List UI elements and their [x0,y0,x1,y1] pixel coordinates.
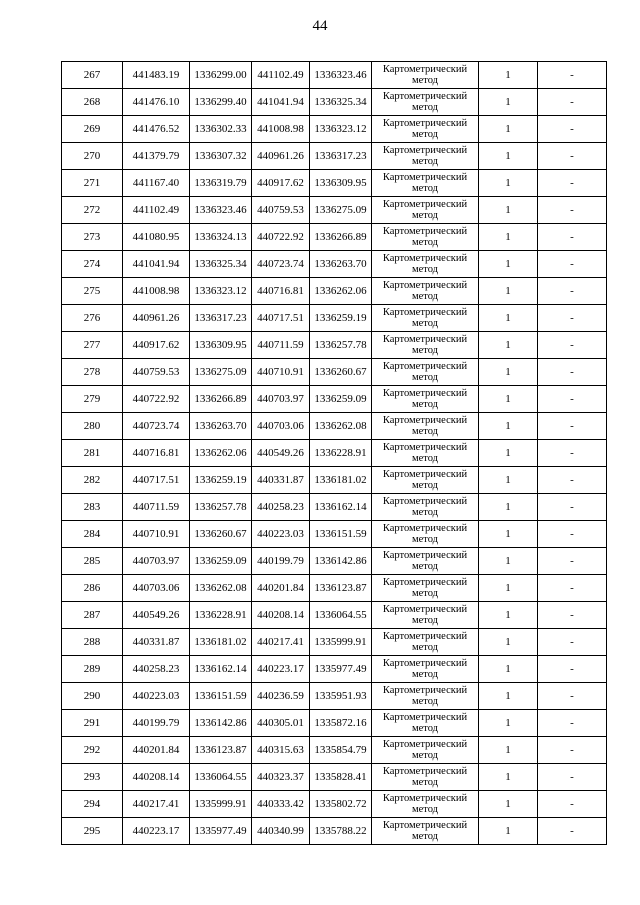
x-end-cell: 440722.92 [252,224,310,251]
y-start-cell: 1336275.09 [190,359,252,386]
x-start-cell: 440710.91 [123,521,190,548]
x-start-cell: 440703.97 [123,548,190,575]
y-start-cell: 1336325.34 [190,251,252,278]
y-end-cell: 1336262.08 [310,413,372,440]
point-number-cell: 267 [62,62,123,89]
x-start-cell: 441379.79 [123,143,190,170]
point-number-cell: 289 [62,656,123,683]
x-end-cell: 440759.53 [252,197,310,224]
method-cell: Картометрический метод [372,305,479,332]
y-end-cell: 1336257.78 [310,332,372,359]
x-end-cell: 440208.14 [252,602,310,629]
y-start-cell: 1336299.00 [190,62,252,89]
point-number-cell: 291 [62,710,123,737]
y-start-cell: 1336123.87 [190,737,252,764]
x-start-cell: 441483.19 [123,62,190,89]
accuracy-cell: 1 [479,575,538,602]
x-start-cell: 441008.98 [123,278,190,305]
point-number-cell: 280 [62,413,123,440]
x-end-cell: 440703.97 [252,386,310,413]
note-cell: - [538,548,607,575]
x-end-cell: 440323.37 [252,764,310,791]
note-cell: - [538,224,607,251]
y-end-cell: 1335977.49 [310,656,372,683]
table-row [62,764,607,791]
method-cell: Картометрический метод [372,764,479,791]
table-row [62,278,607,305]
y-end-cell: 1336317.23 [310,143,372,170]
y-start-cell: 1336151.59 [190,683,252,710]
point-number-cell: 276 [62,305,123,332]
x-end-cell: 440710.91 [252,359,310,386]
accuracy-cell: 1 [479,467,538,494]
y-end-cell: 1336259.09 [310,386,372,413]
x-end-cell: 440711.59 [252,332,310,359]
y-end-cell: 1336142.86 [310,548,372,575]
y-start-cell: 1336299.40 [190,89,252,116]
x-end-cell: 440549.26 [252,440,310,467]
note-cell: - [538,737,607,764]
x-start-cell: 441080.95 [123,224,190,251]
method-cell: Картометрический метод [372,89,479,116]
note-cell: - [538,386,607,413]
note-cell: - [538,467,607,494]
point-number-cell: 295 [62,818,123,845]
x-end-cell: 440258.23 [252,494,310,521]
x-start-cell: 440717.51 [123,467,190,494]
table-row [62,602,607,629]
point-number-cell: 288 [62,629,123,656]
method-cell: Картометрический метод [372,116,479,143]
method-cell: Картометрический метод [372,818,479,845]
x-start-cell: 440723.74 [123,413,190,440]
x-end-cell: 440315.63 [252,737,310,764]
x-end-cell: 440201.84 [252,575,310,602]
note-cell: - [538,710,607,737]
method-cell: Картометрический метод [372,413,479,440]
accuracy-cell: 1 [479,332,538,359]
y-start-cell: 1336323.46 [190,197,252,224]
x-start-cell: 440703.06 [123,575,190,602]
method-cell: Картометрический метод [372,791,479,818]
accuracy-cell: 1 [479,683,538,710]
method-cell: Картометрический метод [372,683,479,710]
y-end-cell: 1336263.70 [310,251,372,278]
x-end-cell: 440723.74 [252,251,310,278]
accuracy-cell: 1 [479,62,538,89]
y-end-cell: 1335854.79 [310,737,372,764]
x-start-cell: 440223.03 [123,683,190,710]
x-start-cell: 440722.92 [123,386,190,413]
point-number-cell: 268 [62,89,123,116]
point-number-cell: 272 [62,197,123,224]
accuracy-cell: 1 [479,764,538,791]
table-row [62,224,607,251]
x-start-cell: 440331.87 [123,629,190,656]
y-start-cell: 1336263.70 [190,413,252,440]
y-start-cell: 1336162.14 [190,656,252,683]
table-row [62,440,607,467]
method-cell: Картометрический метод [372,359,479,386]
method-cell: Картометрический метод [372,656,479,683]
y-end-cell: 1336325.34 [310,89,372,116]
y-start-cell: 1336259.19 [190,467,252,494]
method-cell: Картометрический метод [372,494,479,521]
table-row [62,818,607,845]
y-end-cell: 1336309.95 [310,170,372,197]
table-row [62,494,607,521]
method-cell: Картометрический метод [372,710,479,737]
accuracy-cell: 1 [479,116,538,143]
x-end-cell: 440917.62 [252,170,310,197]
x-end-cell: 440703.06 [252,413,310,440]
y-end-cell: 1336275.09 [310,197,372,224]
x-start-cell: 440759.53 [123,359,190,386]
method-cell: Картометрический метод [372,170,479,197]
table-row [62,62,607,89]
accuracy-cell: 1 [479,170,538,197]
point-number-cell: 290 [62,683,123,710]
point-number-cell: 277 [62,332,123,359]
note-cell: - [538,332,607,359]
table-row [62,548,607,575]
x-start-cell: 440217.41 [123,791,190,818]
method-cell: Картометрический метод [372,197,479,224]
y-start-cell: 1336309.95 [190,332,252,359]
point-number-cell: 273 [62,224,123,251]
accuracy-cell: 1 [479,548,538,575]
method-cell: Картометрический метод [372,332,479,359]
point-number-cell: 282 [62,467,123,494]
x-start-cell: 440199.79 [123,710,190,737]
y-end-cell: 1336123.87 [310,575,372,602]
page-number: 44 [312,18,328,34]
note-cell: - [538,143,607,170]
note-cell: - [538,494,607,521]
note-cell: - [538,521,607,548]
table-row [62,737,607,764]
x-end-cell: 440333.42 [252,791,310,818]
y-start-cell: 1336181.02 [190,629,252,656]
method-cell: Картометрический метод [372,62,479,89]
note-cell: - [538,170,607,197]
point-number-cell: 283 [62,494,123,521]
table-row [62,413,607,440]
note-cell: - [538,683,607,710]
note-cell: - [538,413,607,440]
method-cell: Картометрический метод [372,251,479,278]
table-row [62,521,607,548]
y-end-cell: 1336162.14 [310,494,372,521]
coordinates-table-body [62,62,607,845]
y-end-cell: 1335788.22 [310,818,372,845]
table-row [62,629,607,656]
accuracy-cell: 1 [479,305,538,332]
accuracy-cell: 1 [479,710,538,737]
y-start-cell: 1336302.33 [190,116,252,143]
method-cell: Картометрический метод [372,548,479,575]
coordinates-table [61,61,607,845]
accuracy-cell: 1 [479,251,538,278]
accuracy-cell: 1 [479,602,538,629]
y-start-cell: 1336323.12 [190,278,252,305]
note-cell: - [538,764,607,791]
accuracy-cell: 1 [479,89,538,116]
table-row [62,710,607,737]
y-end-cell: 1335999.91 [310,629,372,656]
point-number-cell: 269 [62,116,123,143]
method-cell: Картометрический метод [372,143,479,170]
x-end-cell: 440223.17 [252,656,310,683]
note-cell: - [538,305,607,332]
x-start-cell: 441476.52 [123,116,190,143]
x-start-cell: 440549.26 [123,602,190,629]
accuracy-cell: 1 [479,494,538,521]
method-cell: Картометрический метод [372,575,479,602]
y-start-cell: 1336228.91 [190,602,252,629]
accuracy-cell: 1 [479,737,538,764]
table-row [62,575,607,602]
x-start-cell: 440208.14 [123,764,190,791]
table-row [62,656,607,683]
table-row [62,116,607,143]
table-row [62,197,607,224]
x-start-cell: 440716.81 [123,440,190,467]
y-start-cell: 1336262.08 [190,575,252,602]
x-end-cell: 440331.87 [252,467,310,494]
y-end-cell: 1336260.67 [310,359,372,386]
y-end-cell: 1336228.91 [310,440,372,467]
accuracy-cell: 1 [479,143,538,170]
x-end-cell: 440717.51 [252,305,310,332]
x-start-cell: 440258.23 [123,656,190,683]
x-start-cell: 440917.62 [123,332,190,359]
note-cell: - [538,656,607,683]
x-end-cell: 440305.01 [252,710,310,737]
point-number-cell: 279 [62,386,123,413]
accuracy-cell: 1 [479,278,538,305]
point-number-cell: 274 [62,251,123,278]
point-number-cell: 278 [62,359,123,386]
point-number-cell: 285 [62,548,123,575]
y-start-cell: 1336064.55 [190,764,252,791]
y-end-cell: 1336323.12 [310,116,372,143]
table-row [62,251,607,278]
y-end-cell: 1336323.46 [310,62,372,89]
table-row [62,143,607,170]
y-start-cell: 1336260.67 [190,521,252,548]
note-cell: - [538,197,607,224]
note-cell: - [538,251,607,278]
method-cell: Картометрический метод [372,440,479,467]
accuracy-cell: 1 [479,440,538,467]
note-cell: - [538,62,607,89]
x-end-cell: 440223.03 [252,521,310,548]
y-end-cell: 1336151.59 [310,521,372,548]
table-row [62,305,607,332]
point-number-cell: 294 [62,791,123,818]
method-cell: Картометрический метод [372,629,479,656]
y-end-cell: 1335802.72 [310,791,372,818]
x-start-cell: 440223.17 [123,818,190,845]
y-start-cell: 1336307.32 [190,143,252,170]
y-start-cell: 1335999.91 [190,791,252,818]
accuracy-cell: 1 [479,197,538,224]
x-end-cell: 441008.98 [252,116,310,143]
x-end-cell: 440961.26 [252,143,310,170]
method-cell: Картометрический метод [372,602,479,629]
note-cell: - [538,278,607,305]
table-row [62,683,607,710]
method-cell: Картометрический метод [372,737,479,764]
method-cell: Картометрический метод [372,224,479,251]
table-row [62,386,607,413]
y-start-cell: 1336259.09 [190,548,252,575]
method-cell: Картометрический метод [372,278,479,305]
x-end-cell: 440236.59 [252,683,310,710]
point-number-cell: 271 [62,170,123,197]
point-number-cell: 284 [62,521,123,548]
x-start-cell: 440711.59 [123,494,190,521]
accuracy-cell: 1 [479,656,538,683]
y-end-cell: 1336181.02 [310,467,372,494]
method-cell: Картометрический метод [372,467,479,494]
y-start-cell: 1336324.13 [190,224,252,251]
note-cell: - [538,440,607,467]
note-cell: - [538,359,607,386]
point-number-cell: 270 [62,143,123,170]
x-start-cell: 440961.26 [123,305,190,332]
x-end-cell: 440199.79 [252,548,310,575]
x-end-cell: 440340.99 [252,818,310,845]
accuracy-cell: 1 [479,791,538,818]
y-start-cell: 1336266.89 [190,386,252,413]
y-start-cell: 1336262.06 [190,440,252,467]
note-cell: - [538,818,607,845]
accuracy-cell: 1 [479,629,538,656]
accuracy-cell: 1 [479,386,538,413]
note-cell: - [538,629,607,656]
table-row [62,170,607,197]
accuracy-cell: 1 [479,359,538,386]
point-number-cell: 281 [62,440,123,467]
x-end-cell: 441041.94 [252,89,310,116]
y-end-cell: 1336266.89 [310,224,372,251]
y-start-cell: 1336319.79 [190,170,252,197]
y-end-cell: 1335828.41 [310,764,372,791]
note-cell: - [538,791,607,818]
y-end-cell: 1336259.19 [310,305,372,332]
table-row [62,332,607,359]
x-start-cell: 441041.94 [123,251,190,278]
accuracy-cell: 1 [479,818,538,845]
point-number-cell: 293 [62,764,123,791]
point-number-cell: 292 [62,737,123,764]
table-row [62,467,607,494]
accuracy-cell: 1 [479,224,538,251]
x-start-cell: 441102.49 [123,197,190,224]
point-number-cell: 286 [62,575,123,602]
note-cell: - [538,89,607,116]
method-cell: Картометрический метод [372,386,479,413]
y-start-cell: 1335977.49 [190,818,252,845]
note-cell: - [538,116,607,143]
accuracy-cell: 1 [479,521,538,548]
x-end-cell: 440716.81 [252,278,310,305]
x-start-cell: 441476.10 [123,89,190,116]
y-start-cell: 1336257.78 [190,494,252,521]
method-cell: Картометрический метод [372,521,479,548]
y-end-cell: 1336064.55 [310,602,372,629]
point-number-cell: 275 [62,278,123,305]
table-row [62,89,607,116]
note-cell: - [538,575,607,602]
x-start-cell: 440201.84 [123,737,190,764]
x-end-cell: 441102.49 [252,62,310,89]
x-start-cell: 441167.40 [123,170,190,197]
point-number-cell: 287 [62,602,123,629]
y-start-cell: 1336142.86 [190,710,252,737]
y-start-cell: 1336317.23 [190,305,252,332]
accuracy-cell: 1 [479,413,538,440]
table-row [62,791,607,818]
note-cell: - [538,602,607,629]
y-end-cell: 1336262.06 [310,278,372,305]
table-row [62,359,607,386]
y-end-cell: 1335872.16 [310,710,372,737]
y-end-cell: 1335951.93 [310,683,372,710]
x-end-cell: 440217.41 [252,629,310,656]
